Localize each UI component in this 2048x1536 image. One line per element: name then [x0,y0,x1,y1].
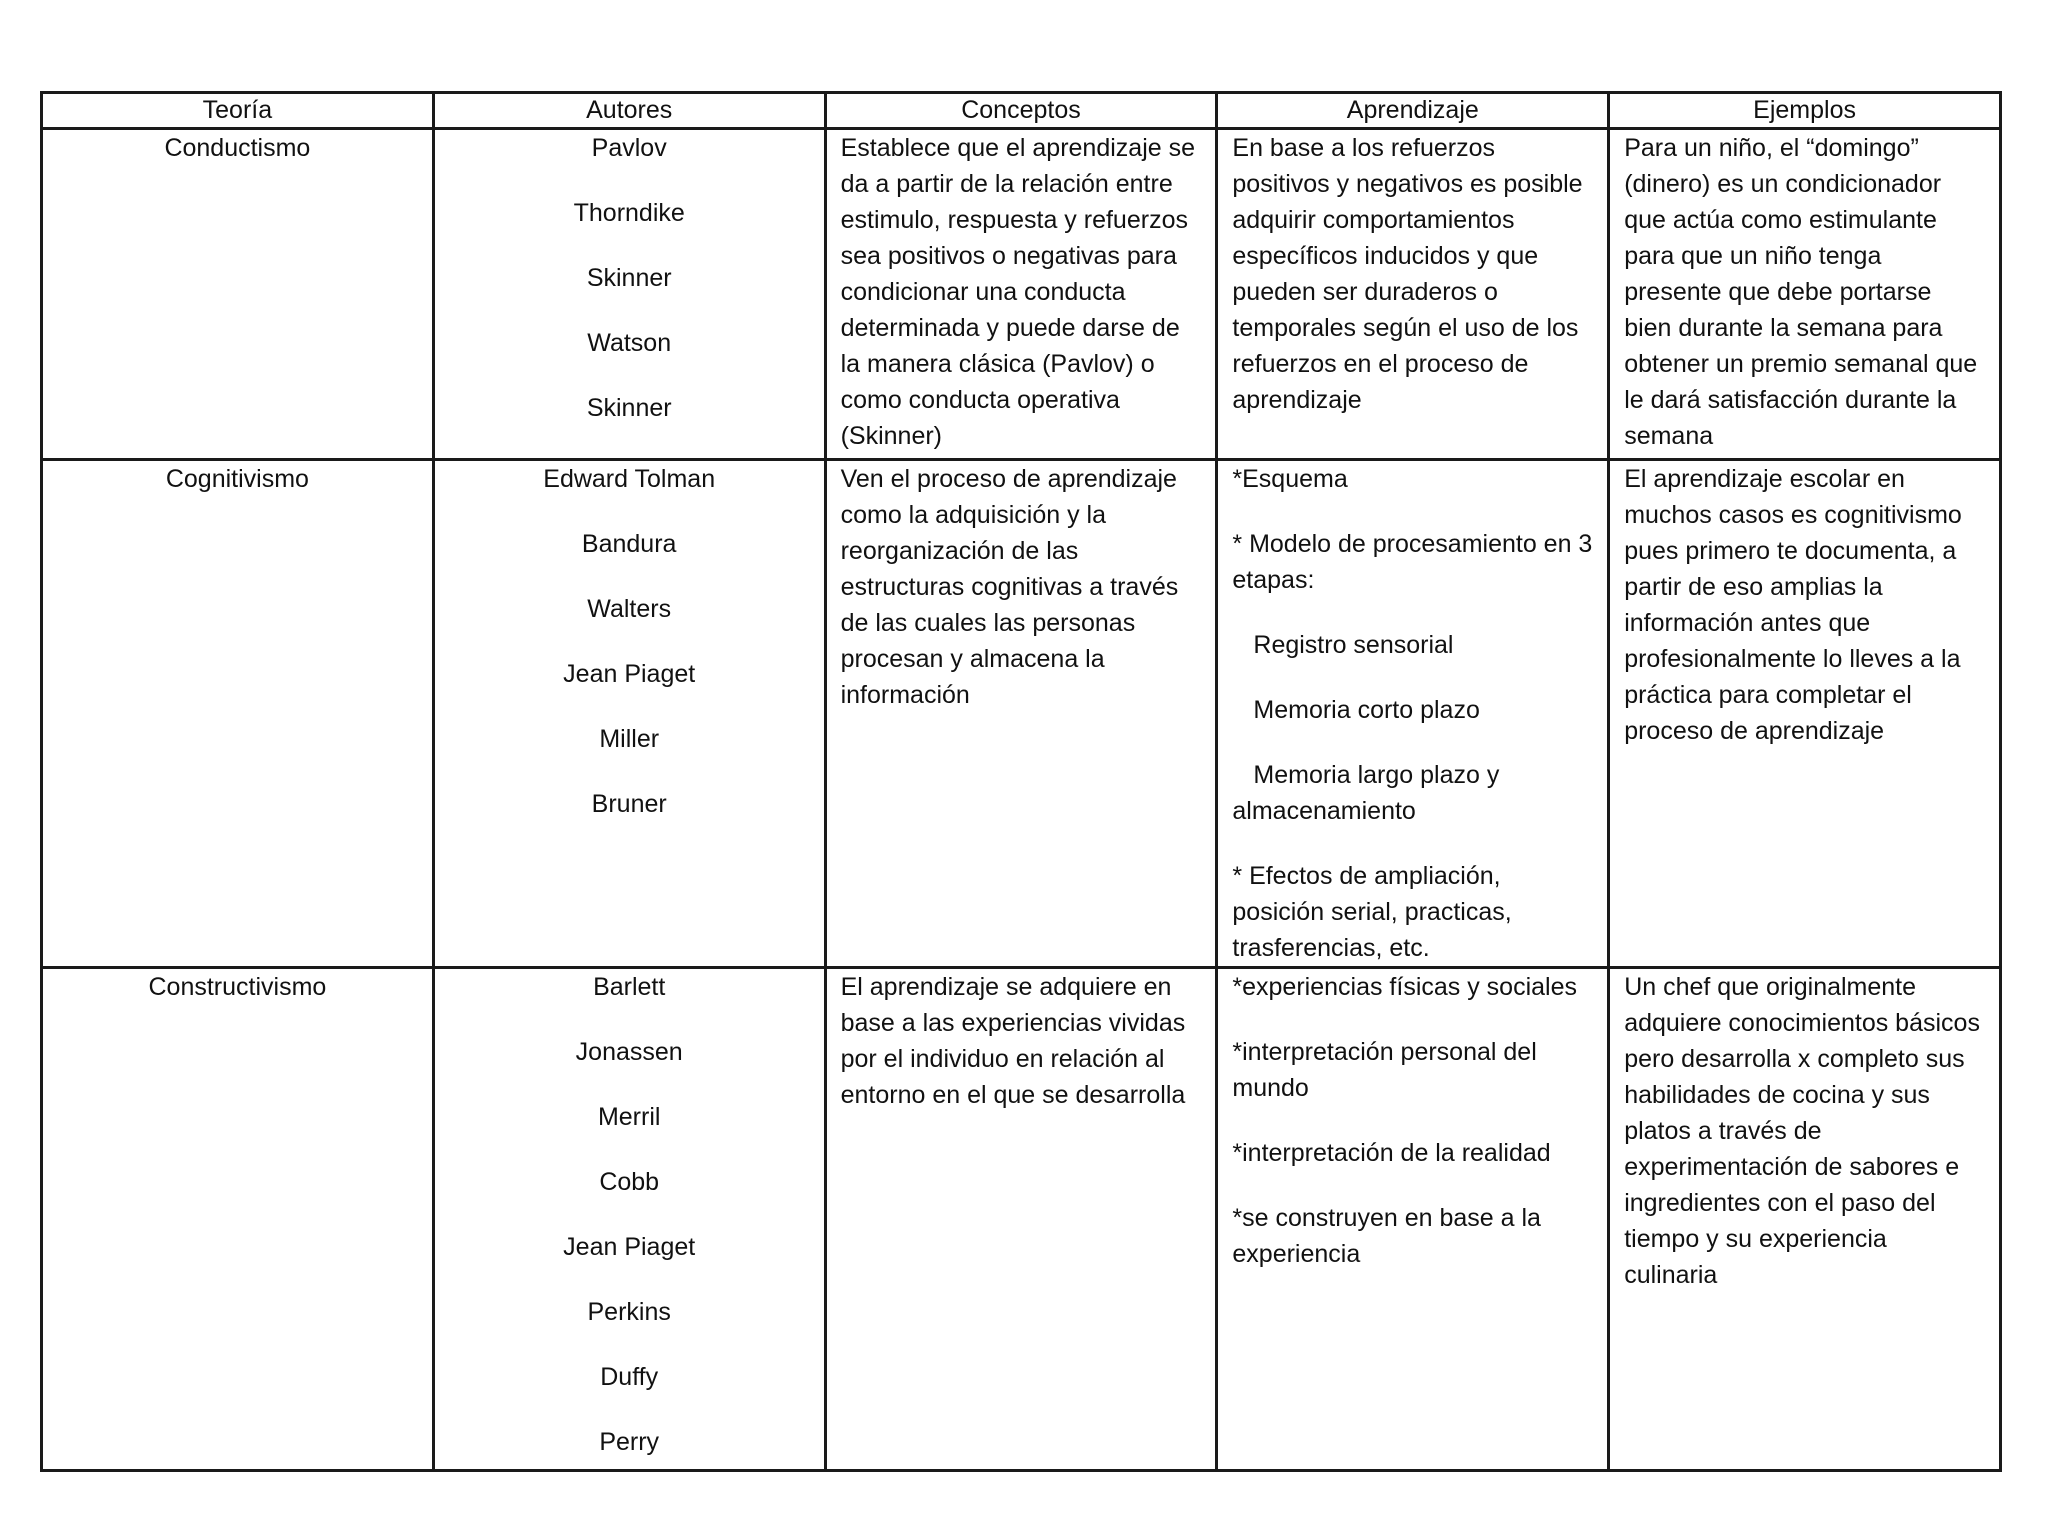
cell-aprendizaje [1217,460,1609,968]
author-item: Perkins [587,1298,671,1326]
learning-item: *interpretación personal del mundo [1232,1038,1537,1102]
author-item: Perry [599,1428,660,1456]
header-teoria: Teoría [42,93,434,129]
cell-ejemplos [1609,460,2001,968]
learning-list [1232,969,1593,1272]
header-aprendizaje: Aprendizaje [1217,93,1609,129]
cell-aprendizaje [1217,968,1609,1471]
author-item: Skinner [586,264,672,292]
example-text: El aprendizaje escolar en muchos casos es cognitivismo pues primero te documenta, a partir de eso amplias la información antes que profesionalmente lo lleves a la práctica para completar el proceso de aprendizaje [1624,465,1962,745]
learning-list [1232,461,1593,966]
header-ejemplos: Ejemplos [1609,93,2001,129]
author-item: Jonassen [575,1038,683,1066]
learning-item: * Efectos de ampliación, posición serial, practicas, trasferencias, etc. [1232,862,1512,962]
learning-subitem: Registro sensorial [1253,631,1454,659]
cell-teoria [42,460,434,968]
learning-theories-table [40,91,2002,1472]
header-conceptos: Conceptos [825,93,1217,129]
cell-conceptos [825,968,1217,1471]
concept-text: El aprendizaje se adquiere en base a las experiencias vividas por el individuo en relación al entorno en el que se desarrolla [840,973,1186,1109]
author-item: Barlett [593,973,666,1001]
theory-name: Conductismo [164,134,311,162]
cell-ejemplos [1609,968,2001,1471]
author-item: Cobb [599,1168,660,1196]
table-row [42,129,2001,460]
cell-autores [433,968,825,1471]
author-item: Edward Tolman [543,465,716,493]
concept-text: Establece que el aprendizaje se da a partir de la relación entre estimulo, respuesta y refuerzos sea positivos o negativas para condicionar una conducta determinada y puede darse de la manera clásica (Pavlov) o como conducta operativa (Skinner) [840,134,1196,450]
cell-teoria [42,129,434,460]
authors-list [449,130,810,426]
cell-ejemplos [1609,129,2001,460]
author-item: Miller [599,725,660,753]
theory-name: Cognitivismo [165,465,309,493]
author-item: Walters [587,595,672,623]
author-item: Jean Piaget [563,660,696,688]
cell-autores [433,129,825,460]
learning-item: *experiencias físicas y sociales [1232,973,1577,1001]
learning-item: *Esquema [1232,465,1348,493]
table-row [42,460,2001,968]
authors-list [449,969,810,1460]
learning-subitem-text: Memoria largo plazo y almacenamiento [1232,761,1500,825]
authors-list [449,461,810,822]
learning-text: En base a los refuerzos positivos y negativos es posible adquirir comportamientos específicos inducidos y que pueden ser duraderos o temporales según el uso de los refuerzos en el proceso de aprendizaje [1232,134,1583,414]
cell-conceptos [825,129,1217,460]
author-item: Watson [587,329,672,357]
author-item: Skinner [586,394,672,422]
learning-subitem [1232,757,1593,829]
learning-item: *se construyen en base a la experiencia [1232,1204,1541,1268]
concept-text: Ven el proceso de aprendizaje como la adquisición y la reorganización de las estructuras cognitivas a través de las cuales las personas procesan y almacena la información [840,465,1179,709]
learning-subitem: Memoria corto plazo [1253,696,1480,724]
cell-conceptos [825,460,1217,968]
author-item: Jean Piaget [563,1233,696,1261]
author-item: Pavlov [591,134,667,162]
table-row [42,968,2001,1471]
cell-aprendizaje [1217,129,1609,460]
example-text: Para un niño, el “domingo” (dinero) es un condicionador que actúa como estimulante para que un niño tenga presente que debe portarse bien durante la semana para obtener un premio semanal que le dará satisfacción durante la semana [1624,134,1978,450]
table-header-row [42,93,2001,129]
author-item: Merril [597,1103,661,1131]
author-item: Bruner [591,790,667,818]
author-item: Bandura [581,530,677,558]
cell-teoria [42,968,434,1471]
author-item: Thorndike [573,199,685,227]
example-text: Un chef que originalmente adquiere conocimientos básicos pero desarrolla x completo sus habilidades de cocina y sus platos a través de experimentación de sabores e ingredientes con el paso del tiempo y su experiencia culinaria [1624,973,1980,1289]
header-autores: Autores [433,93,825,129]
cell-autores [433,460,825,968]
author-item: Duffy [600,1363,659,1391]
learning-item: *interpretación de la realidad [1232,1139,1551,1167]
learning-item: * Modelo de procesamiento en 3 etapas: [1232,530,1593,594]
theory-name: Constructivismo [148,973,327,1001]
